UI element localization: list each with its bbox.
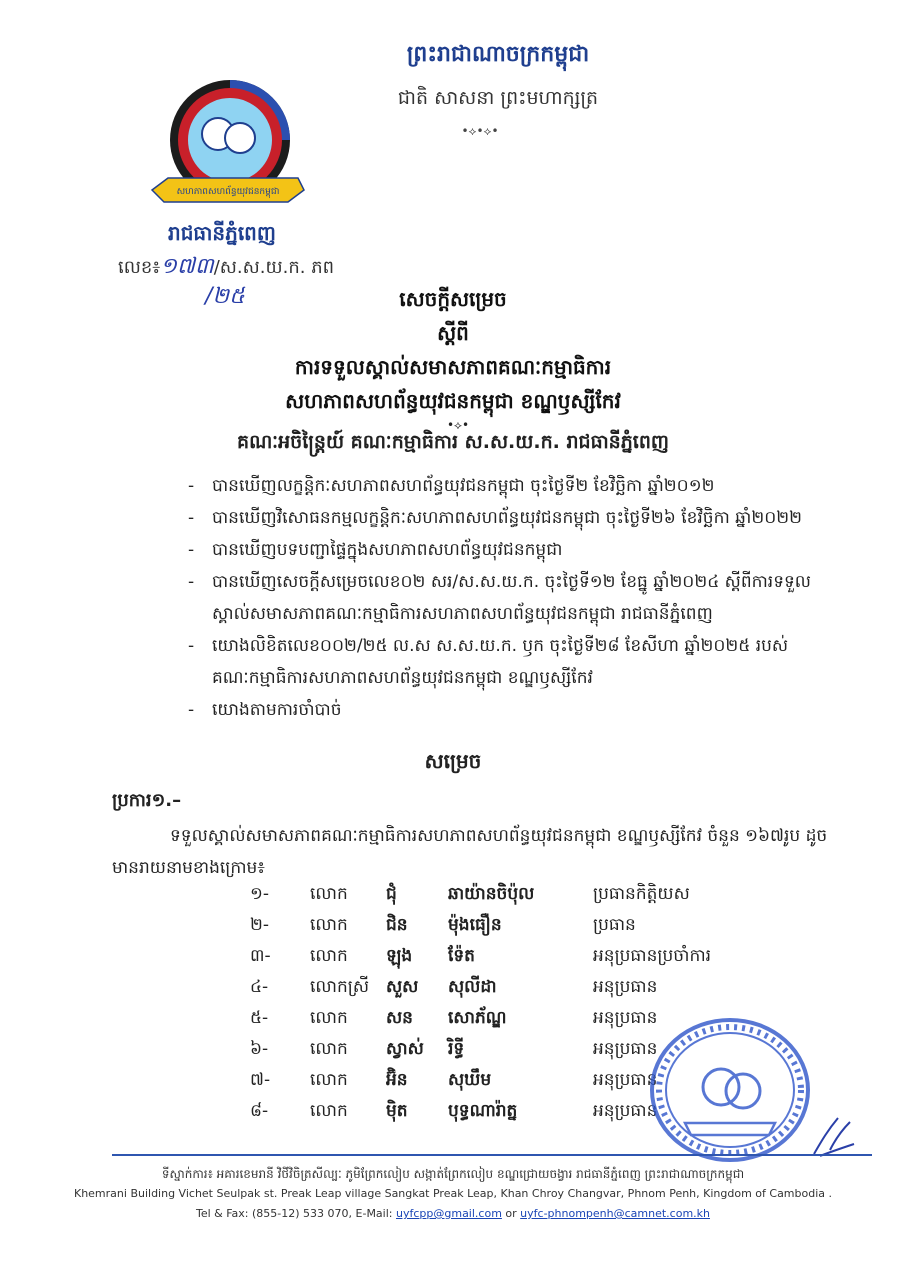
stamp-face-right bbox=[726, 1074, 760, 1108]
title-line-1: សេចក្តីសម្រេច bbox=[399, 287, 507, 311]
recital-item: - យោងលិខិតលេខ០០២/២៥ ល.ស ស.ស.យ.ក. ឫក ចុះថ្ងៃទី២៨ ខែសីហា ឆ្នាំ២០២៥ របស់គណៈកម្មាធិការសហភាពសហព័ន្ធយុវជនកម្ពុជា ខណ្ឌឫស្សីកែវ bbox=[188, 630, 848, 694]
stamp-outer-ring bbox=[652, 1020, 808, 1160]
organization-logo bbox=[148, 78, 308, 218]
logo-face-right bbox=[225, 123, 255, 153]
member-position: ប្រធាន bbox=[593, 915, 636, 935]
member-given-name: ម៉ុងធឿន bbox=[448, 915, 502, 935]
signature bbox=[808, 1110, 858, 1160]
article-1-heading: ប្រការ១.– bbox=[112, 790, 182, 811]
title-line-3: ការទទួលស្គាល់សមាសភាពគណៈកម្មាធិការ bbox=[294, 355, 612, 379]
city-name: រាជធានីភ្នំពេញ bbox=[168, 221, 276, 245]
recital-item: - បានឃើញបទបញ្ជាផ្ទៃក្នុងសហភាពសហព័ន្ធយុវជនកម្ពុជា bbox=[188, 534, 848, 566]
member-surname: ជុំ bbox=[386, 884, 397, 904]
reference-handwritten-number: ១៧៣ bbox=[160, 254, 214, 279]
member-number: ១- bbox=[250, 884, 270, 904]
footer-contact bbox=[0, 1207, 906, 1220]
decision-title bbox=[0, 282, 906, 418]
member-honorific: លោក bbox=[310, 915, 348, 935]
footer-email-link-2[interactable]: uyfc-phnompenh@camnet.com.kh bbox=[520, 1207, 710, 1220]
member-surname: សន bbox=[386, 1008, 413, 1028]
member-honorific: លោកស្រី bbox=[310, 977, 370, 997]
member-honorific: លោក bbox=[310, 1070, 348, 1090]
table-row bbox=[250, 973, 793, 1004]
member-number: ៧- bbox=[250, 1070, 271, 1090]
header-ornament: •⟡•⟡• bbox=[461, 124, 499, 138]
reference-suffix: /ស.ស.យ.ក. ភព bbox=[213, 257, 335, 278]
member-honorific: លោក bbox=[310, 884, 348, 904]
member-surname: សួស bbox=[386, 977, 419, 997]
recital-item: - យោងតាមការចាំបាច់ bbox=[188, 694, 848, 726]
member-number: ៦- bbox=[250, 1039, 269, 1059]
stamp-inner-ring bbox=[666, 1033, 794, 1147]
member-position: អនុប្រធាន bbox=[593, 1070, 658, 1090]
member-position: អនុប្រធាន bbox=[593, 1101, 658, 1121]
member-honorific: លោក bbox=[310, 1101, 348, 1121]
decision-heading: សម្រេច bbox=[424, 749, 482, 773]
member-surname: ស្វាស់ bbox=[386, 1039, 424, 1059]
member-number: ៣- bbox=[250, 946, 271, 966]
footer-address-english: Khemrani Building Vichet Seulpak st. Preak Leap village Sangkat Preak Leap, Khan Chroy Changvar, Phnom Penh, Kingdom of Cambodia . bbox=[73, 1187, 833, 1200]
member-given-name: សុលីដា bbox=[448, 977, 497, 997]
member-given-name: ឆាយ៉ានចិប៉ុល bbox=[448, 884, 535, 904]
member-number: ៨- bbox=[250, 1101, 269, 1121]
member-honorific: លោក bbox=[310, 946, 348, 966]
issuing-authority: គណៈអចិន្ត្រៃយ៍ គណៈកម្មាធិការ ស.ស.យ.ក. រាជធានីភ្នំពេញ bbox=[237, 431, 669, 453]
recital-item: - បានឃើញសេចក្តីសម្រេចលេខ០២ សរ/ស.ស.យ.ក. ចុះថ្ងៃទី១២ ខែធ្នូ ឆ្នាំ២០២៤ ស្តីពីការទទួលស្គាល់សមាសភាពគណៈកម្មាធិការសហភាពសហព័ន្ធយុវជនកម្ពុជា រាជធានីភ្នំពេញ bbox=[188, 566, 848, 630]
footer-divider bbox=[112, 1154, 872, 1156]
member-surname: ឡុង bbox=[386, 946, 413, 966]
official-stamp bbox=[645, 1015, 815, 1165]
reference-handwritten-year: /២៥ bbox=[205, 284, 245, 309]
table-row bbox=[250, 942, 793, 973]
member-honorific: លោក bbox=[310, 1008, 348, 1028]
kingdom-heading: ព្រះរាជាណាចក្រកម្ពុជា bbox=[406, 42, 590, 67]
table-row bbox=[250, 880, 793, 911]
member-position: អនុប្រធាន bbox=[593, 977, 658, 997]
table-row bbox=[250, 911, 793, 942]
member-surname: ម៉ិត bbox=[386, 1101, 408, 1121]
member-surname: ជិន bbox=[386, 915, 408, 935]
reference-prefix: លេខ៖ bbox=[118, 257, 161, 278]
footer-or: or bbox=[501, 1207, 521, 1220]
recital-item: - បានឃើញលក្ខន្តិកៈសហភាពសហព័ន្ធយុវជនកម្ពុជា ចុះថ្ងៃទី២ ខែវិច្ឆិកា ឆ្នាំ២០១២ bbox=[188, 470, 848, 502]
title-line-2: ស្តីពី bbox=[437, 321, 469, 345]
footer-address-khmer: ទីស្នាក់ការ៖ អគារខេមរានី វិថីវិចិត្រសីល្បៈ ភូមិព្រែកលៀប សង្កាត់ព្រែកលៀប ខណ្ឌជ្រោយចង្វារ រាជធានីភ្នំពេញ ព្រះរាជាណាចក្រកម្ពុជា bbox=[161, 1167, 745, 1181]
member-given-name: រិទ្ធី bbox=[448, 1039, 465, 1059]
footer-phone: Tel & Fax: (855-12) 533 070, E-Mail: bbox=[195, 1207, 396, 1220]
member-surname: អ៊ិន bbox=[386, 1070, 408, 1090]
member-given-name: បុទ្ធណារ៉ាត្ន bbox=[448, 1101, 518, 1121]
member-given-name: ទ៉ែត bbox=[448, 946, 475, 966]
footer-email-link-1[interactable]: uyfcpp@gmail.com bbox=[396, 1207, 502, 1220]
title-line-4: សហភាពសហព័ន្ធយុវជនកម្ពុជា ខណ្ឌឫស្សីកែវ bbox=[285, 389, 621, 413]
recital-item: - បានឃើញវិសោធនកម្មលក្ខន្តិកៈសហភាពសហព័ន្ធយុវជនកម្ពុជា ចុះថ្ងៃទី២៦ ខែវិច្ឆិកា ឆ្នាំ២០២២ bbox=[188, 502, 848, 534]
member-number: ៥- bbox=[250, 1008, 269, 1028]
member-given-name: សោភ័ណ្ឌ bbox=[448, 1008, 507, 1028]
member-position: អនុប្រធាន bbox=[593, 1039, 658, 1059]
stamp-banner bbox=[685, 1123, 775, 1135]
reference-number bbox=[118, 252, 334, 284]
national-motto: ជាតិ សាសនា ព្រះមហាក្សត្រ bbox=[397, 87, 599, 109]
member-position: ប្រធានកិត្តិយស bbox=[593, 884, 690, 904]
member-position: អនុប្រធាន bbox=[593, 1008, 658, 1028]
member-position: អនុប្រធានប្រចាំការ bbox=[593, 946, 712, 966]
stamp-face-left bbox=[703, 1069, 739, 1105]
title-ornament: •⟡• bbox=[446, 418, 470, 432]
member-given-name: សុឃឹម bbox=[448, 1070, 492, 1090]
member-number: ២- bbox=[250, 915, 270, 935]
logo-banner-text: សហភាពសហព័ន្ធយុវជនកម្ពុជា bbox=[176, 187, 280, 197]
member-number: ៤- bbox=[250, 977, 269, 997]
member-honorific: លោក bbox=[310, 1039, 348, 1059]
article-1-text: ទទួលស្គាល់សមាសភាពគណៈកម្មាធិការសហភាពសហព័ន្ធយុវជនកម្ពុជា ខណ្ឌឫស្សីកែវ ចំនួន ១៦៧រូប ដូចមានរាយនាមខាងក្រោម៖ bbox=[112, 826, 828, 878]
recitals-list bbox=[188, 470, 848, 726]
